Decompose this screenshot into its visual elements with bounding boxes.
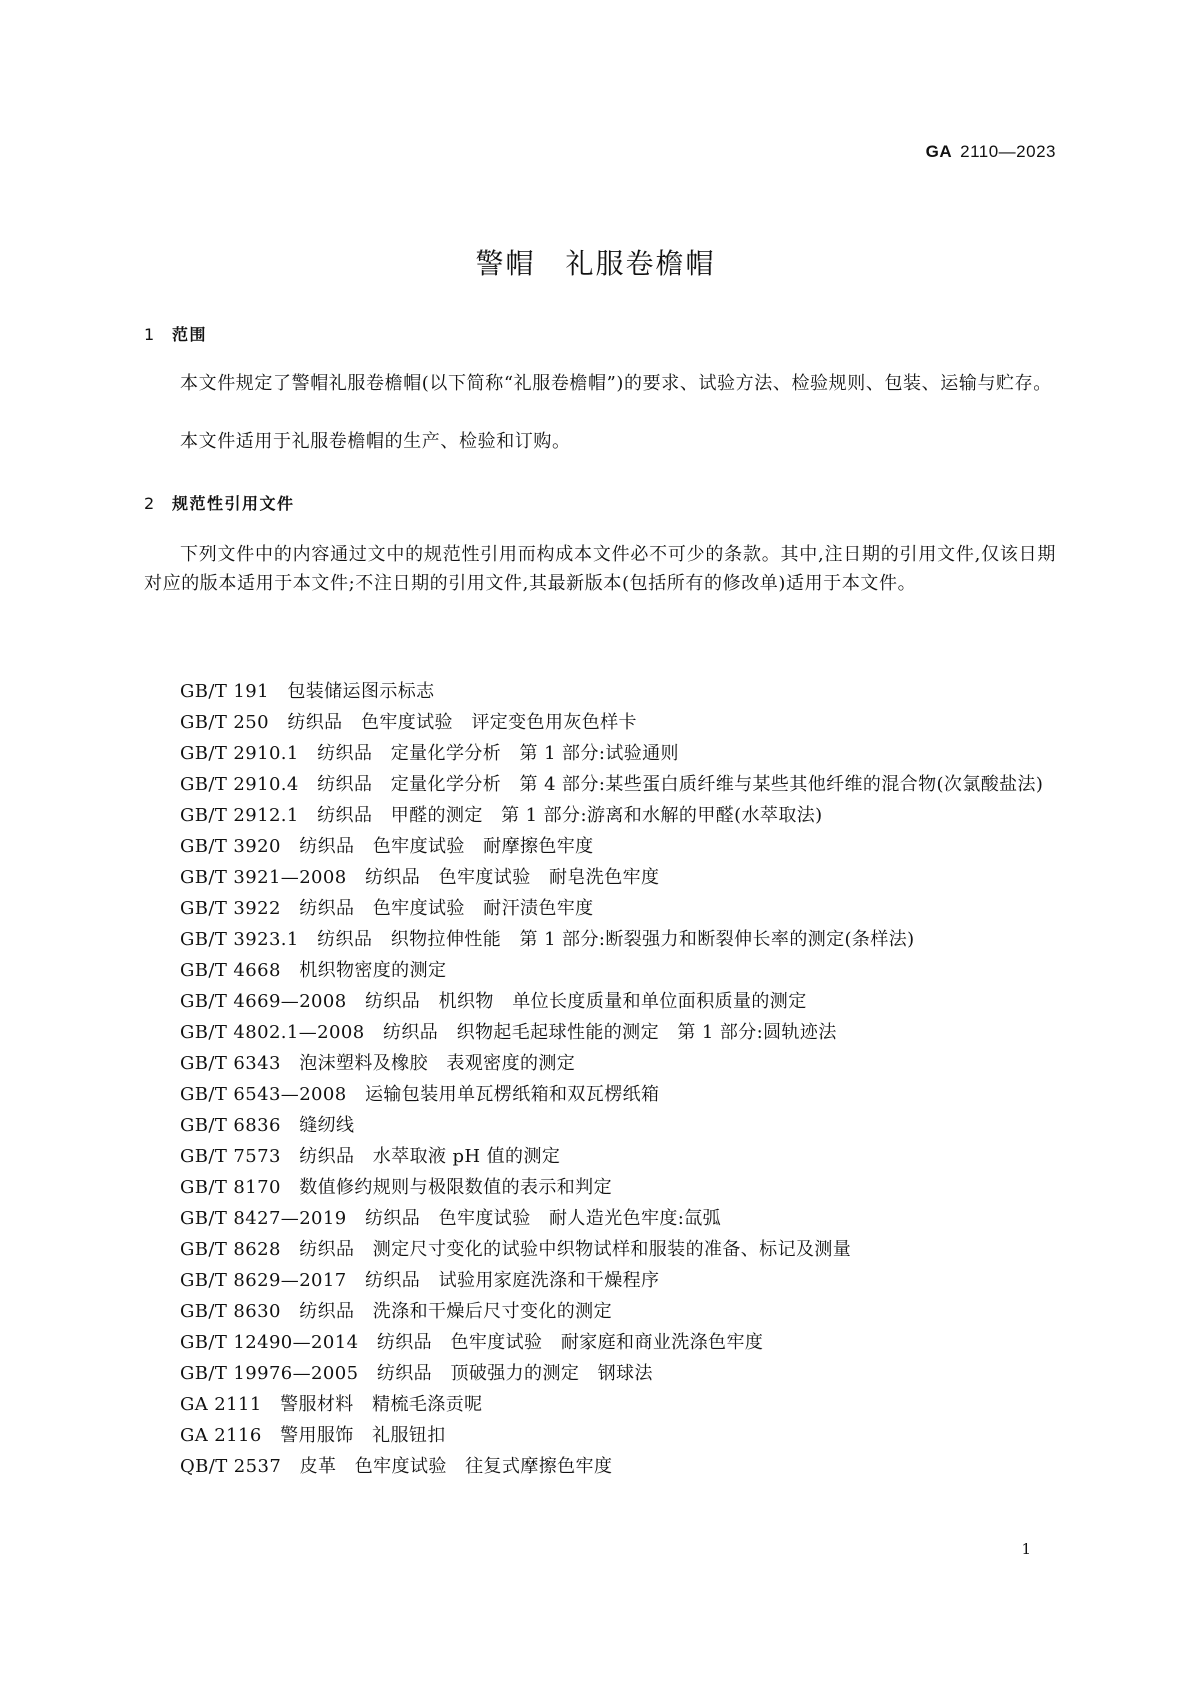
reference-item: [144, 1327, 1056, 1358]
reference-item: [144, 1451, 1056, 1482]
reference-code: GB/T 191: [180, 681, 269, 702]
section-1-title: 范围: [172, 325, 208, 344]
reference-code: GB/T 250: [180, 712, 269, 733]
reference-item: [144, 676, 1056, 707]
reference-code: GB/T 4669—2008: [180, 991, 347, 1012]
reference-code: GB/T 2910.4: [180, 774, 299, 795]
reference-list: [144, 676, 1056, 1482]
reference-item: [144, 1079, 1056, 1110]
reference-item: [144, 707, 1056, 738]
reference-title: 纺织品 顶破强力的测定 钢球法: [376, 1363, 653, 1384]
reference-title: 纺织品 色牢度试验 评定变色用灰色样卡: [287, 712, 637, 733]
reference-item: [144, 1048, 1056, 1079]
reference-code: GB/T 4668: [180, 960, 281, 981]
reference-item: [144, 1296, 1056, 1327]
document-code-number: 2110—2023: [960, 142, 1056, 161]
reference-code: GB/T 4802.1—2008: [180, 1022, 365, 1043]
reference-title: 警用服饰 礼服钮扣: [280, 1425, 446, 1446]
reference-item: [144, 955, 1056, 986]
reference-title: 泡沫塑料及橡胶 表观密度的测定: [299, 1053, 576, 1074]
reference-code: GB/T 3923.1: [180, 929, 299, 950]
reference-title: 缝纫线: [299, 1115, 355, 1136]
reference-code: GB/T 6343: [180, 1053, 281, 1074]
reference-item: [144, 1420, 1056, 1451]
page-title: 警帽 礼服卷檐帽: [475, 247, 716, 280]
section-2-heading: [144, 491, 295, 514]
reference-code: GA 2111: [180, 1394, 262, 1415]
reference-title: 纺织品 试验用家庭洗涤和干燥程序: [365, 1270, 660, 1291]
reference-title: 纺织品 机织物 单位长度质量和单位面积质量的测定: [365, 991, 807, 1012]
reference-item: [144, 862, 1056, 893]
section-1-heading: [144, 322, 207, 345]
reference-item: [144, 1203, 1056, 1234]
reference-item: [144, 1110, 1056, 1141]
reference-item: [144, 1389, 1056, 1420]
reference-title: 纺织品 测定尺寸变化的试验中织物试样和服装的准备、标记及测量: [299, 1239, 852, 1260]
reference-item: [144, 1358, 1056, 1389]
reference-title: 纺织品 甲醛的测定 第 1 部分:游离和水解的甲醛(水萃取法): [317, 805, 823, 826]
reference-code: GB/T 8427—2019: [180, 1208, 347, 1229]
reference-code: GB/T 2912.1: [180, 805, 299, 826]
section-1-number: 1: [144, 325, 156, 344]
reference-title: 纺织品 定量化学分析 第 1 部分:试验通则: [317, 743, 679, 764]
reference-title: 纺织品 色牢度试验 耐汗渍色牢度: [299, 898, 594, 919]
reference-code: GB/T 8630: [180, 1301, 281, 1322]
reference-title: 警服材料 精梳毛涤贡呢: [280, 1394, 483, 1415]
reference-code: GB/T 19976—2005: [180, 1363, 359, 1384]
reference-title: 纺织品 洗涤和干燥后尺寸变化的测定: [299, 1301, 612, 1322]
reference-item: [144, 738, 1056, 769]
reference-code: GB/T 8629—2017: [180, 1270, 347, 1291]
reference-title: 纺织品 色牢度试验 耐人造光色牢度:氙弧: [365, 1208, 722, 1229]
reference-code: GB/T 3922: [180, 898, 281, 919]
reference-code: GB/T 7573: [180, 1146, 281, 1167]
document-code-prefix: GA: [925, 142, 953, 161]
reference-item: [144, 800, 1056, 831]
reference-title: 纺织品 定量化学分析 第 4 部分:某些蛋白质纤维与某些其他纤维的混合物(次氯酸盐法): [317, 774, 1044, 795]
reference-title: 纺织品 织物拉伸性能 第 1 部分:断裂强力和断裂伸长率的测定(条样法): [317, 929, 915, 950]
reference-code: GB/T 6836: [180, 1115, 281, 1136]
reference-item: [144, 924, 1056, 955]
reference-title: 机织物密度的测定: [299, 960, 447, 981]
reference-code: GB/T 6543—2008: [180, 1084, 347, 1105]
reference-code: GB/T 2910.1: [180, 743, 299, 764]
reference-code: GB/T 12490—2014: [180, 1332, 359, 1353]
section-1-paragraph-2: 本文件适用于礼服卷檐帽的生产、检验和订购。: [180, 431, 571, 452]
reference-title: 纺织品 水萃取液 pH 值的测定: [299, 1146, 561, 1167]
reference-code: GB/T 3921—2008: [180, 867, 347, 888]
section-1-paragraph-1: 本文件规定了警帽礼服卷檐帽(以下简称“礼服卷檐帽”)的要求、试验方法、检验规则、包装、运输与贮存。: [180, 373, 1052, 394]
reference-code: GB/T 8628: [180, 1239, 281, 1260]
reference-title: 运输包装用单瓦楞纸箱和双瓦楞纸箱: [365, 1084, 660, 1105]
reference-code: GB/T 3920: [180, 836, 281, 857]
reference-item: [144, 986, 1056, 1017]
reference-code: GB/T 8170: [180, 1177, 281, 1198]
page-number: 1: [1021, 1540, 1031, 1558]
reference-title: 纺织品 色牢度试验 耐家庭和商业洗涤色牢度: [376, 1332, 764, 1353]
reference-item: [144, 1017, 1056, 1048]
reference-item: [144, 1234, 1056, 1265]
section-2-title: 规范性引用文件: [172, 494, 295, 513]
reference-title: 包装储运图示标志: [287, 681, 435, 702]
reference-title: 纺织品 织物起毛起球性能的测定 第 1 部分:圆轨迹法: [382, 1022, 837, 1043]
reference-item: [144, 769, 1056, 800]
reference-title: 纺织品 色牢度试验 耐皂洗色牢度: [365, 867, 660, 888]
section-2-number: 2: [144, 494, 156, 513]
reference-title: 纺织品 色牢度试验 耐摩擦色牢度: [299, 836, 594, 857]
reference-title: 皮革 色牢度试验 往复式摩擦色牢度: [299, 1456, 613, 1477]
reference-code: GA 2116: [180, 1425, 262, 1446]
section-2-intro: 下列文件中的内容通过文中的规范性引用而构成本文件必不可少的条款。其中,注日期的引用文件,仅该日期对应的版本适用于本文件;不注日期的引用文件,其最新版本(包括所有的修改单)适用于本文件。: [144, 544, 1056, 594]
reference-item: [144, 1141, 1056, 1172]
reference-item: [144, 893, 1056, 924]
document-code: [926, 142, 1056, 162]
reference-item: [144, 831, 1056, 862]
reference-item: [144, 1265, 1056, 1296]
reference-code: QB/T 2537: [180, 1456, 282, 1477]
reference-item: [144, 1172, 1056, 1203]
reference-title: 数值修约规则与极限数值的表示和判定: [299, 1177, 612, 1198]
